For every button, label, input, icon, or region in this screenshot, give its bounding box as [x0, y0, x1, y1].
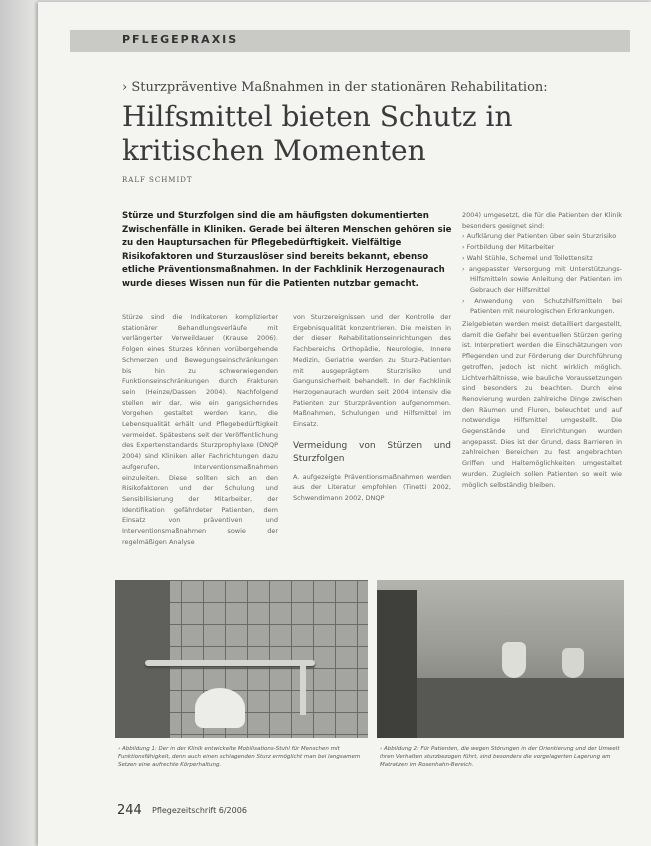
list-item: › Aufklärung der Patienten über sein Sturzrisiko: [462, 231, 622, 242]
figure-caption-1: › Abbildung 1: Der in der Klinik entwickelte Mobilisations-Stuhl für Menschen mit Funktionsfähigkeit, denn auch einen schlagenden Sturz ermöglicht man bei langsamem Setzen eine aufrechte Körperhaltung.: [118, 746, 361, 768]
section-subheading: Vermeidung von Stürzen und Sturzfolgen: [293, 440, 451, 464]
wall-edge: [115, 580, 170, 738]
article-kicker: › Sturzpräventive Maßnahmen in der stationären Rehabilitation:: [122, 80, 548, 95]
sink-fixture: [502, 642, 526, 678]
toilet-bowl: [195, 688, 245, 728]
list-item: › angepasster Versorgung mit Unterstützungs-Hilfsmitteln sowie Anleitung der Patienten im Gebrauch der Hilfsmittel: [462, 264, 622, 296]
measures-list: [462, 231, 622, 317]
text-column-2: [293, 312, 451, 504]
section-label: PFLEGEPRAXIS: [122, 33, 239, 46]
article-lead: Stürze und Sturzfolgen sind die am häufigsten dokumentierten Zwischenfälle in Kliniken. Gerade bei älteren Menschen gehören sie zu den Hauptursachen für Pflegebedürftigkeit. Vielfältige Risikofaktoren und Sturzauslöser sind bereits bekannt, ebenso etliche Präventionsmaßnahmen. In der Fachklinik Herzogenaurach wurde dieses Wissen nun für die Patienten nutzbar gemacht.: [122, 211, 452, 289]
restroom-door: [377, 590, 417, 738]
book-gutter: [0, 0, 38, 846]
article-author: RALF SCHMIDT: [122, 176, 193, 184]
page-number: 244: [117, 803, 142, 818]
column-3-body: Zielgebieten werden meist detailliert dargestellt, damit die Gefahr bei eventuellen Stürzen gering ist. Interpretiert werden die Einschätzungen von Pflegenden und zur Förderung der Durchführung getroffen, jedoch ist nicht wirklich möglich. Lichtverhältnisse, wie bauliche Voraussetzungen sind besonders zu beachten. Durch eine Renovierung wurden zahlreiche Dinge zwischen den Räumen und Fluren, beleuchtet und auf notwendige Hilfsmittel umgestellt. Die Gegenstände und Einrichtungen wurden angepasst. Dies ist der Grund, dass Barrieren in zahlreichen Bereichen zu fest angebrachten Griffen und Haltemöglichkeiten umgestaltet wurden. Zugleich sollen Patienten so weit wie möglich selbständig bleiben.: [462, 320, 622, 489]
handrail: [145, 660, 315, 666]
sink-fixture: [562, 648, 584, 678]
column-2-paragraph: von Sturzereignissen und der Kontrolle der Ergebnisqualität konzentrieren. Die meisten in der dieser Rehabilitationseinrichtungen des Fachbereichs Orthopädie, Neurologie, Innere Medizin, Geriatrie werden zu Sturz-Patienten mit ausgeprägtem Sturzrisiko und Gangunsicherheit behandelt. In der Fachklinik Herzogenaurach wurden seit 2004 intensiv die Patienten zur Sturzprävention aufgenommen. Maßnahmen, Schulungen und Hilfsmittel im Einsatz.: [293, 313, 451, 429]
article-title: Hilfsmittel bieten Schutz in kritischen Momenten: [122, 100, 513, 167]
photo-toilet-handrail: [115, 580, 368, 738]
column-3-intro: 2004) umgesetzt, die für die Patienten der Klinik besonders geeignet sind:: [462, 211, 622, 230]
text-column-3: [462, 210, 622, 490]
list-item: › Fortbildung der Mitarbeiter: [462, 242, 622, 253]
text-column-1: Stürze sind die Indikatoren komplizierter stationärer Behandlungsverläufe mit verlängerter Verweildauer (Krause 2006). Folgen eines Sturzes können vorübergehende Schmerzen und Bewegungseinschränkungen bis hin zu schwerwiegenden Funktionseinschränkungen durch Frakturen sein (Heinze/Dassen 2004). Nachfolgend stellen wir dar, wie ein gangsicherndes Vorgehen gestaltet werden kann, die Lebensqualität erhält und Pflegebedürftigkeit vermeidet. Spätestens seit der Veröffentlichung des Expertenstandards Sturzprophylaxe (DNQP 2004) sind Kliniken aller Fachrichtungen dazu aufgerufen, Interventionsmaßnahmen einzuleiten. Diese sollten sich an den Risikofaktoren und der Schulung und Sensibilisierung der Mitarbeiter, der Identifikation gefährdeter Patienten, dem Einsatz von präventiven und Interventionsmaßnahmen sowie der regelmäßigen Analyse: [122, 313, 278, 546]
publication-source: Pflegezeitschrift 6/2006: [152, 806, 247, 815]
column-2-paragraph-2: A. aufgezeigte Präventionsmaßnahmen werden aus der Literatur empfohlen (Tinetti 2002, Schwendimann 2002, DNQP: [293, 472, 451, 503]
photo-restroom: [377, 580, 624, 738]
handrail-support: [300, 660, 306, 715]
list-item: › Anwendung von Schutzhilfsmitteln bei Patienten mit neurologischen Erkrankungen.: [462, 296, 622, 317]
figure-caption-2: › Abbildung 2: Für Patienten, die wegen Störungen in der Orientierung und der Umwelt ihren Verhalten sturzbezogen führt, sind besonders die vorgelagerten Lagerung am Matratzen im Rosenhahn-Bereich.: [380, 746, 620, 768]
list-item: › Wahl Stühle, Schemel und Toilettensitz: [462, 253, 622, 264]
